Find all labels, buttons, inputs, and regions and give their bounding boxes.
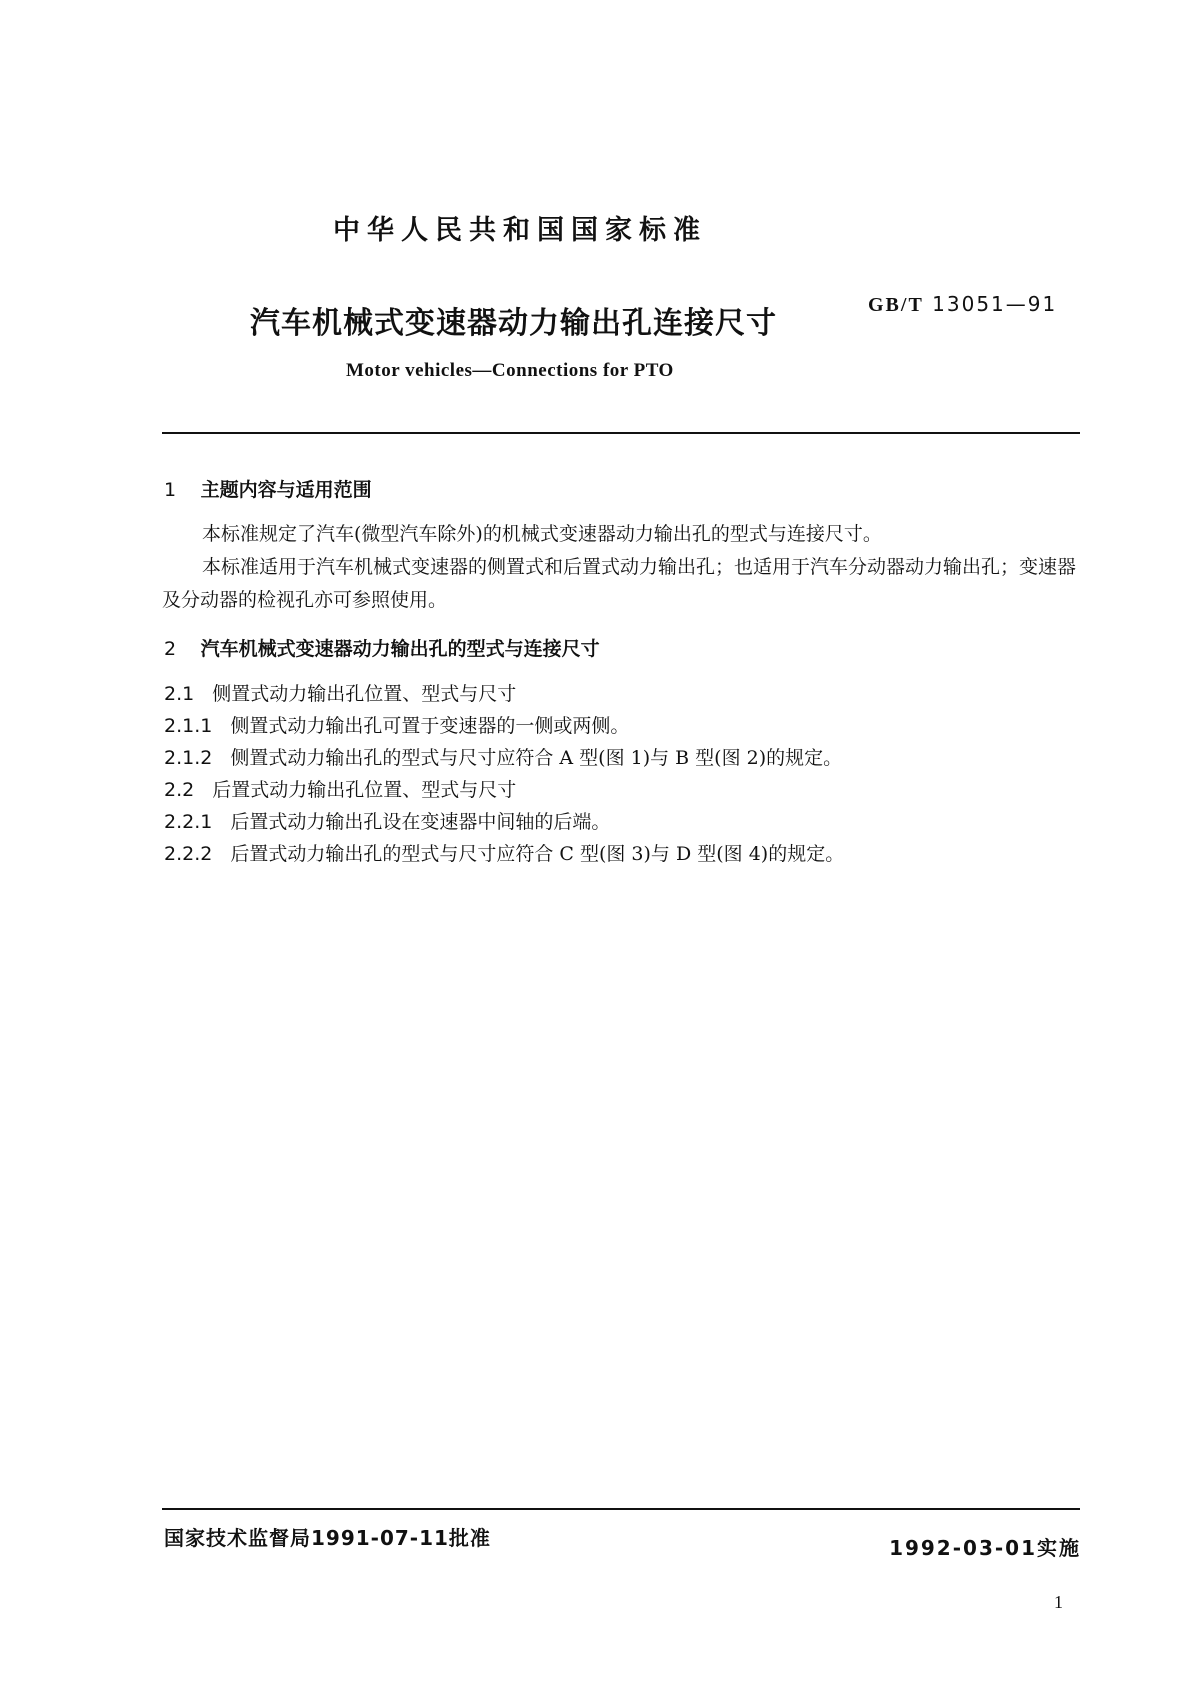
clause-text: 后置式动力输出孔设在变速器中间轴的后端。 bbox=[230, 811, 611, 833]
clause-number: 2.2 bbox=[164, 779, 195, 801]
footer-divider bbox=[162, 1508, 1080, 1510]
clause-number: 2.2.1 bbox=[164, 811, 213, 833]
header-divider bbox=[162, 432, 1080, 434]
clause-text: 侧置式动力输出孔可置于变速器的一侧或两侧。 bbox=[230, 715, 630, 737]
document-title: 汽车机械式变速器动力输出孔连接尺寸 bbox=[250, 306, 777, 341]
paragraph: 本标准适用于汽车机械式变速器的侧置式和后置式动力输出孔；也适用于汽车分动器动力输出孔；变速器及分动器的检视孔亦可参照使用。 bbox=[162, 556, 1077, 611]
clause-2-2-2 bbox=[164, 839, 844, 866]
section-number: 2 bbox=[164, 638, 177, 660]
clause-number: 2.2.2 bbox=[164, 843, 213, 865]
english-title: Motor vehicles—Connections for PTO bbox=[346, 360, 674, 381]
approval-date: 国家技术监督局1991-07-11批准 bbox=[164, 1526, 491, 1550]
clause-2-1 bbox=[164, 679, 516, 706]
clause-number: 2.1 bbox=[164, 683, 195, 705]
clause-number: 2.1.2 bbox=[164, 747, 213, 769]
national-standard-heading: 中华人民共和国国家标准 bbox=[333, 215, 707, 246]
implementation-date: 1992-03-01实施 bbox=[889, 1536, 1081, 1560]
paragraph: 本标准规定了汽车(微型汽车除外)的机械式变速器动力输出孔的型式与连接尺寸。 bbox=[202, 523, 882, 545]
clause-text: 后置式动力输出孔的型式与尺寸应符合 C 型(图 3)与 D 型(图 4)的规定。 bbox=[230, 843, 845, 865]
clause-2-2 bbox=[164, 775, 516, 802]
clause-text: 侧置式动力输出孔位置、型式与尺寸 bbox=[212, 683, 517, 705]
section-1-heading bbox=[164, 475, 372, 502]
standard-code: 13051—91 bbox=[932, 292, 1058, 316]
section-number: 1 bbox=[164, 479, 177, 501]
section-1-body bbox=[162, 518, 1080, 617]
clause-number: 2.1.1 bbox=[164, 715, 213, 737]
clause-2-1-2 bbox=[164, 743, 842, 770]
section-title: 汽车机械式变速器动力输出孔的型式与连接尺寸 bbox=[200, 638, 600, 660]
standard-prefix: GB/T bbox=[868, 294, 924, 316]
page-number: 1 bbox=[1054, 1592, 1063, 1612]
clause-text: 侧置式动力输出孔的型式与尺寸应符合 A 型(图 1)与 B 型(图 2)的规定。 bbox=[230, 747, 843, 769]
section-2-heading bbox=[164, 634, 600, 661]
clause-2-2-1 bbox=[164, 807, 610, 834]
clause-text: 后置式动力输出孔位置、型式与尺寸 bbox=[212, 779, 517, 801]
section-title: 主题内容与适用范围 bbox=[200, 479, 372, 501]
clause-2-1-1 bbox=[164, 711, 629, 738]
standard-number bbox=[868, 292, 1057, 317]
